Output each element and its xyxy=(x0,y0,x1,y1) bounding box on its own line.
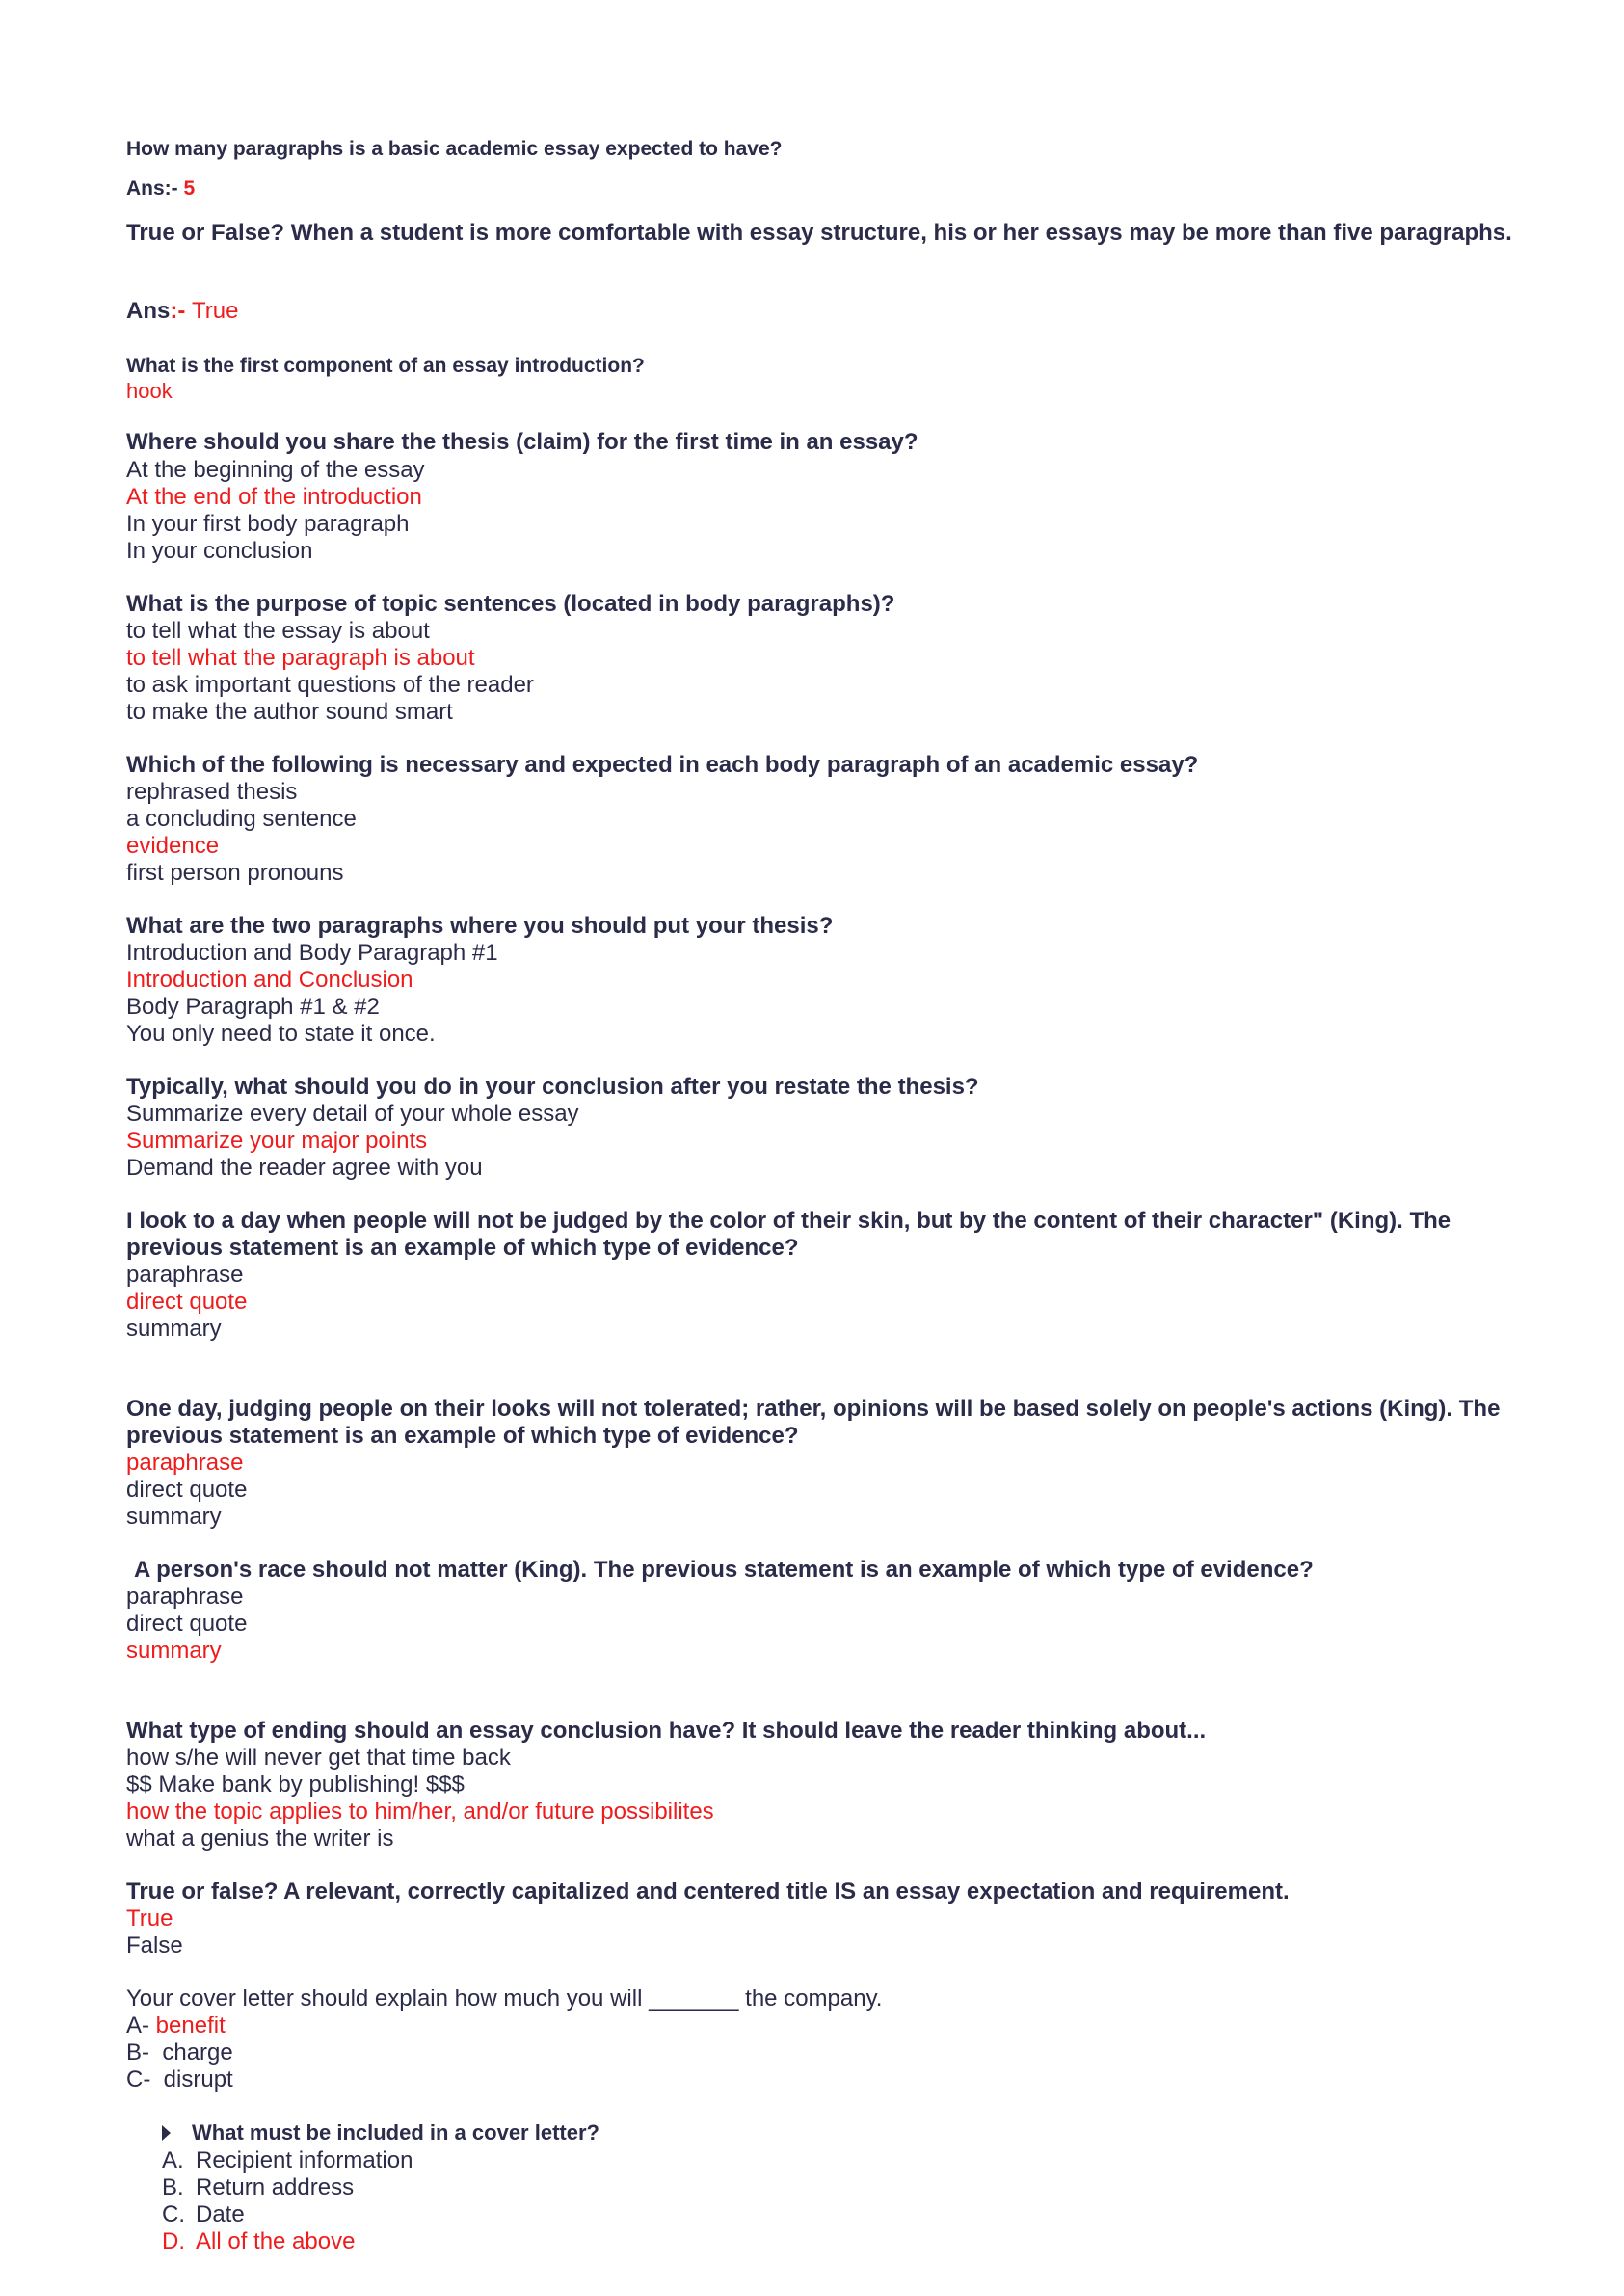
option: to ask important questions of the reader xyxy=(126,672,534,698)
option xyxy=(162,2148,413,2175)
option: Summarize every detail of your whole essay xyxy=(126,1101,579,1127)
option xyxy=(162,2202,245,2229)
option-prefix: C- xyxy=(126,2067,151,2093)
option: In your first body paragraph xyxy=(126,511,410,537)
correct-answer: hook xyxy=(126,379,173,403)
correct-option: how the topic applies to him/her, and/or future possibilites xyxy=(126,1799,714,1825)
option: how s/he will never get that time back xyxy=(126,1745,511,1771)
correct-option: Introduction and Conclusion xyxy=(126,967,413,993)
option xyxy=(126,2040,233,2067)
triangle-bullet-icon xyxy=(162,2125,171,2141)
option: You only need to state it once. xyxy=(126,1021,436,1047)
option: paraphrase xyxy=(126,1584,244,1610)
question-11: A person's race should not matter (King). The previous statement is an example of which type of evidence? xyxy=(134,1557,1314,1583)
option: first person pronouns xyxy=(126,860,344,886)
question-15: What must be included in a cover letter? xyxy=(192,2121,599,2145)
question-6: Which of the following is necessary and expected in each body paragraph of an academic essay? xyxy=(126,752,1199,778)
correct-option: True xyxy=(126,1906,173,1932)
correct-option: direct quote xyxy=(126,1289,248,1315)
option: Introduction and Body Paragraph #1 xyxy=(126,940,498,966)
answer-separator: :- xyxy=(170,298,186,324)
question-12: What type of ending should an essay conclusion have? It should leave the reader thinking about... xyxy=(126,1718,1207,1744)
correct-option: summary xyxy=(126,1638,222,1664)
option: rephrased thesis xyxy=(126,779,298,805)
option-text: charge xyxy=(162,2040,233,2066)
option-text: disrupt xyxy=(163,2067,233,2093)
option: direct quote xyxy=(126,1611,248,1637)
correct-option: evidence xyxy=(126,833,220,859)
question-14: Your cover letter should explain how much you will _______ the company. xyxy=(126,1986,883,2012)
question-1: How many paragraphs is a basic academic essay expected to have? xyxy=(126,138,783,160)
option: paraphrase xyxy=(126,1262,244,1288)
question-9: I look to a day when people will not be judged by the color of their skin, but by the content of their character" (King). The previous statement is an example of which type of evidence? xyxy=(126,1208,1451,1261)
option-text: Recipient information xyxy=(196,2148,413,2174)
correct-option: Summarize your major points xyxy=(126,1128,428,1154)
option: Body Paragraph #1 & #2 xyxy=(126,994,380,1020)
option-number: C. xyxy=(162,2202,185,2228)
option: to tell what the essay is about xyxy=(126,618,430,644)
option: summary xyxy=(126,1316,222,1342)
option: At the beginning of the essay xyxy=(126,457,425,483)
option: Demand the reader agree with you xyxy=(126,1155,483,1181)
answer-label: Ans xyxy=(126,298,171,324)
option: $$ Make bank by publishing! $$$ xyxy=(126,1772,465,1798)
option: direct quote xyxy=(126,1477,248,1503)
option xyxy=(162,2175,354,2202)
correct-answer: 5 xyxy=(183,177,196,200)
question-4: Where should you share the thesis (claim) for the first time in an essay? xyxy=(126,429,918,455)
question-13: True or false? A relevant, correctly capitalized and centered title IS an essay expectation and requirement. xyxy=(126,1879,1290,1905)
option: In your conclusion xyxy=(126,538,313,564)
option-prefix: A- xyxy=(126,2013,149,2039)
option xyxy=(126,2013,226,2040)
question-15-row xyxy=(162,2121,599,2146)
answer-label: Ans:- xyxy=(126,177,178,200)
question-3: What is the first component of an essay introduction? xyxy=(126,355,645,377)
question-7: What are the two paragraphs where you should put your thesis? xyxy=(126,913,834,939)
option-number: D. xyxy=(162,2229,185,2255)
option-prefix: B- xyxy=(126,2040,149,2066)
correct-option: At the end of the introduction xyxy=(126,484,422,510)
answer-row-1 xyxy=(126,177,195,200)
option: what a genius the writer is xyxy=(126,1826,394,1852)
option: to make the author sound smart xyxy=(126,699,453,725)
option-number: B. xyxy=(162,2175,184,2201)
answer-row-2 xyxy=(126,298,238,325)
question-8: Typically, what should you do in your conclusion after you restate the thesis? xyxy=(126,1074,979,1100)
question-2: True or False? When a student is more comfortable with essay structure, his or her essays may be more than five paragraphs. xyxy=(126,220,1512,246)
option-text: Date xyxy=(196,2202,245,2228)
correct-option: paraphrase xyxy=(126,1450,244,1476)
correct-option: to tell what the paragraph is about xyxy=(126,645,475,671)
question-10: One day, judging people on their looks will not tolerated; rather, opinions will be based solely on people's actions (King). The previous statement is an example of which type of evidence? xyxy=(126,1396,1501,1449)
question-5: What is the purpose of topic sentences (located in body paragraphs)? xyxy=(126,591,895,617)
option-text: Return address xyxy=(196,2175,355,2201)
option: a concluding sentence xyxy=(126,806,357,832)
correct-option xyxy=(162,2229,355,2256)
option-text: All of the above xyxy=(196,2229,356,2255)
option: False xyxy=(126,1933,183,1959)
correct-option: benefit xyxy=(155,2013,226,2039)
option-number: A. xyxy=(162,2148,184,2174)
option xyxy=(126,2067,233,2094)
option: summary xyxy=(126,1504,222,1530)
correct-answer: True xyxy=(192,298,239,324)
